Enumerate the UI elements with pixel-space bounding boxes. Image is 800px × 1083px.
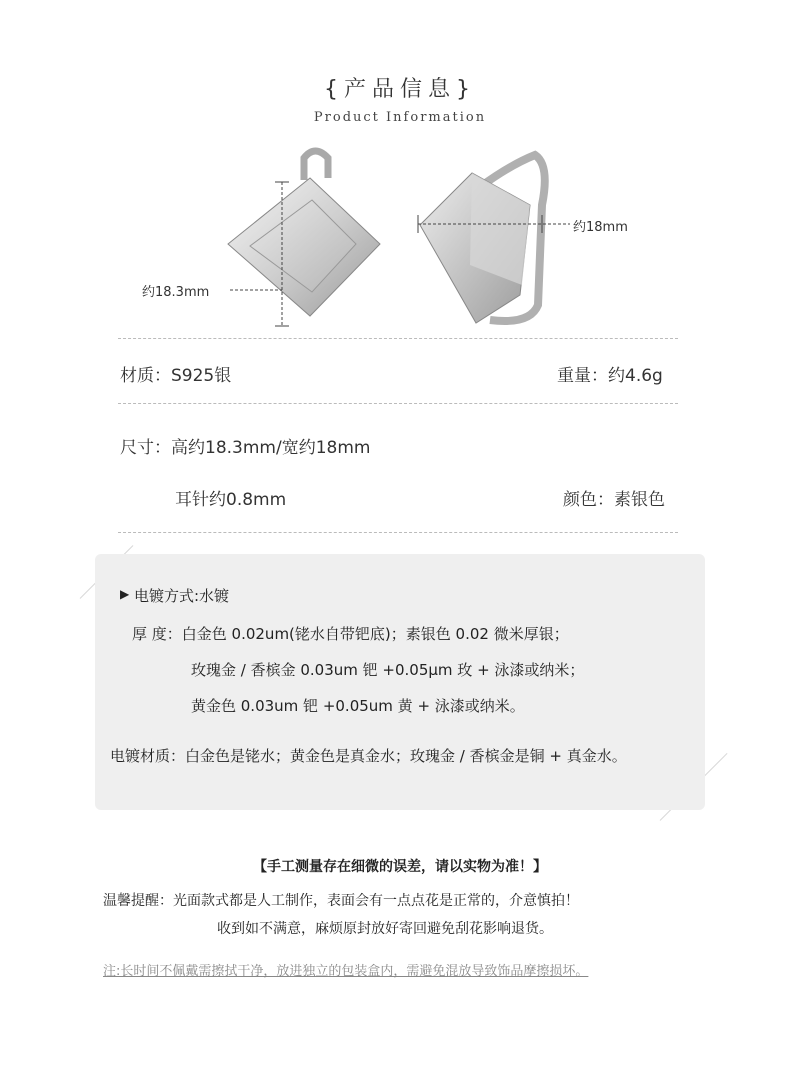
measurement-notice: 【手工测量存在细微的误差，请以实物为准！】 [253,859,547,875]
earring-front-image [220,140,410,340]
divider [118,532,678,533]
divider [118,403,678,404]
plating-method: 电镀方式:水镀 [134,587,230,605]
tip-line-2: 收到如不满意，麻烦原封放好寄回避免刮花影响退货。 [217,921,553,937]
triangle-bullet-icon: ▶ [120,587,130,601]
section-subtitle: Product Information [313,110,487,125]
care-footnote: 注:长时间不佩戴需擦拭干净，放进独立的包装盒内，需避免混放导致饰品摩擦损坏。 [103,964,589,979]
section-title: {产品信息} [324,77,476,102]
size-spec: 尺寸：高约18.3mm/宽约18mm [120,438,371,458]
thickness-line-1: 厚 度：白金色 0.02um(铑水自带钯底)；素银色 0.02 微米厚银； [132,625,569,643]
thickness-line-2: 玫瑰金 / 香槟金 0.03um 钯 +0.05μm 玫 + 泳漆或纳米； [191,661,585,679]
earring-side-image [410,145,570,335]
pin-spec: 耳针约0.8mm [175,490,287,510]
divider [118,338,678,339]
color-spec: 颜色：素银色 [563,490,665,510]
weight-spec: 重量：约4.6g [557,366,663,386]
plating-material: 电镀材质：白金色是铑水；黄金色是真金水；玫瑰金 / 香槟金是铜 + 真金水。 [110,747,627,765]
width-dimension-label: 约18mm [573,220,628,235]
tip-line-1: 温馨提醒：光面款式都是人工制作，表面会有一点点花是正常的，介意慎拍！ [103,893,579,909]
height-dimension-label: 约18.3mm [142,285,210,300]
material-spec: 材质：S925银 [120,366,232,386]
thickness-line-3: 黄金色 0.03um 钯 +0.05um 黄 + 泳漆或纳米。 [191,697,525,715]
